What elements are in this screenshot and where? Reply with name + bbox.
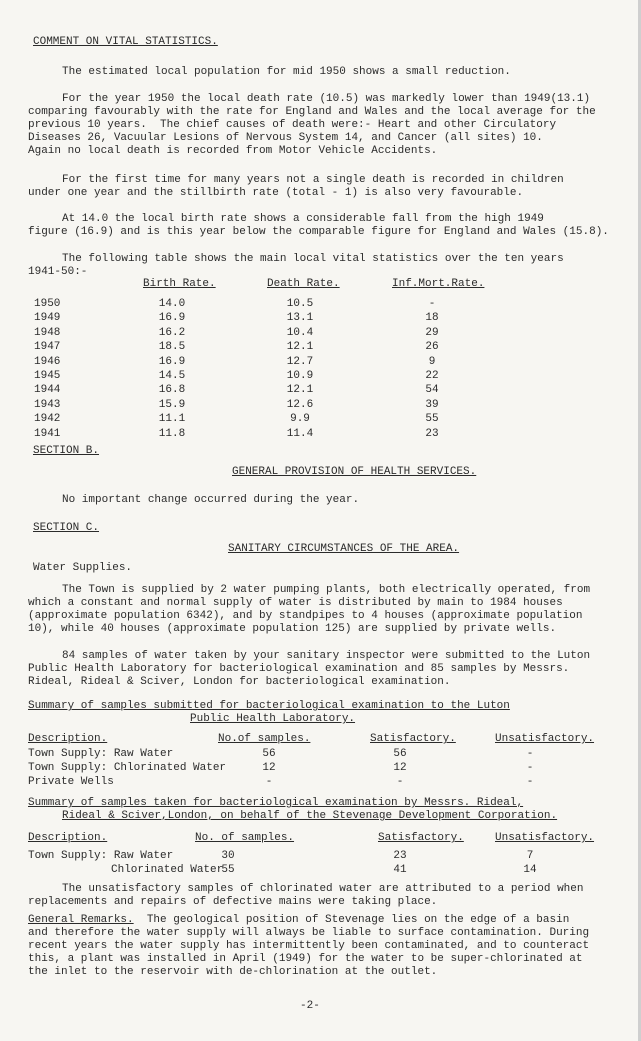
summary2-samples-cell: 30 <box>221 850 235 862</box>
vital-death-cell: 10.5 <box>286 298 314 310</box>
summary1-header-samples: No.of samples. <box>218 733 311 745</box>
page-number: -2- <box>300 1000 320 1012</box>
vital-birth-cell: 14.5 <box>158 370 186 382</box>
summary1-title-line1: Summary of samples submitted for bacteriological examination to the Luton <box>28 700 510 712</box>
summary1-satisfactory-cell: 12 <box>393 762 407 774</box>
summary1-unsatisfactory-cell: - <box>526 762 534 774</box>
vital-header-infant: Inf.Mort.Rate. <box>392 278 485 290</box>
summary1-description-cell: Town Supply: Raw Water <box>28 748 174 760</box>
summary2-description-cell: Chlorinated Water <box>111 864 224 876</box>
vital-year-cell: 1950 <box>34 298 61 310</box>
summary1-samples-cell: 56 <box>262 748 276 760</box>
section-b-title: GENERAL PROVISION OF HEALTH SERVICES. <box>232 466 477 478</box>
paragraph-water-supply-text: The Town is supplied by 2 water pumping plants, both electrically operated, from which a constant and normal supply of water is distributed by main to 1984 houses (approximate population 6342), and by standpipes to 4 houses (approximate population 10), while 40 houses (approximate population 125) are supplied by private wells. <box>28 584 591 635</box>
vital-birth-cell: 16.9 <box>158 312 186 325</box>
summary2-unsatisfactory-cell: 14 <box>523 864 537 876</box>
section-c-label: SECTION C. <box>33 522 100 534</box>
vital-birth-cell: 14.0 <box>158 298 186 310</box>
vital-birth-cell: 16.2 <box>158 326 186 339</box>
summary1-unsatisfactory-cell: - <box>526 776 534 788</box>
paragraph-population: The estimated local population for mid 1950 shows a small reduction. <box>62 66 511 78</box>
vital-death-cell: 10.4 <box>286 326 314 339</box>
vital-year-cell: 1949 <box>34 312 61 325</box>
general-remarks-text: The geological position of Stevenage lies on the edge of a basin and therefore the water supply will always be liable to surface contamination. During recent years the water supply has intermittently been contaminated, and to counteract this, a plant was installed in April (1949) for the water to be super-chlorinated at the inlet to the reservoir with de-chlorination at the outlet. <box>28 914 590 978</box>
summary1-unsatisfactory-cell: - <box>526 748 534 760</box>
summary1-samples-cell: - <box>265 776 273 788</box>
summary1-description-cell: Private Wells <box>28 776 114 788</box>
summary1-satisfactory-cell: - <box>396 776 404 788</box>
vital-infant-cell: 54 <box>425 384 439 397</box>
vital-death-cell: 12.6 <box>286 398 314 411</box>
summary2-samples-cell: 55 <box>221 864 235 876</box>
vital-death-cell: 10.9 <box>286 370 314 382</box>
vital-year-cell: 1947 <box>34 341 61 354</box>
summary2-unsatisfactory-cell: 7 <box>526 850 534 862</box>
summary2-satisfactory-cell: 23 <box>393 850 407 862</box>
section-b-text: No important change occurred during the year. <box>62 494 360 506</box>
paragraph-table-intro-text: The following table shows the main local vital statistics over the ten years 1941-50:- <box>28 253 564 278</box>
vital-death-cell: 13.1 <box>286 312 314 325</box>
vital-header-birth: Birth Rate. <box>143 278 216 290</box>
vital-infant-cell: 39 <box>425 398 439 411</box>
vital-infant-cell: - <box>428 298 436 310</box>
summary2-satisfactory-cell: 41 <box>393 864 407 876</box>
vital-infant-cell: 55 <box>425 413 439 426</box>
summary2-header-unsatisfactory: Unsatisfactory. <box>495 832 595 844</box>
paragraph-unsatisfactory <box>28 883 618 909</box>
vital-birth-cell: 16.9 <box>158 355 186 368</box>
vital-death-cell: 12.1 <box>286 384 314 397</box>
water-supplies-heading: Water Supplies. <box>33 562 133 574</box>
vital-birth-cell: 16.8 <box>158 384 186 397</box>
paragraph-infant-deaths-text: For the first time for many years not a single death is recorded in children under one year and the stillbirth rate (total - 1) is also very favourable. <box>28 174 564 199</box>
summary1-samples-cell: 12 <box>262 762 276 774</box>
vital-death-cell: 12.7 <box>286 355 314 368</box>
vital-infant-cell: 26 <box>425 341 439 354</box>
summary1-header-satisfactory: Satisfactory. <box>370 733 456 745</box>
vital-year-cell: 1942 <box>34 413 61 426</box>
vital-header-death: Death Rate. <box>267 278 340 290</box>
vital-birth-cell: 18.5 <box>158 341 186 354</box>
vital-infant-cell: 22 <box>425 370 439 382</box>
section-b-label: SECTION B. <box>33 445 100 457</box>
vital-birth-cell: 11.8 <box>158 427 186 440</box>
paragraph-death-rate <box>28 93 618 158</box>
vital-death-cell: 12.1 <box>286 341 314 354</box>
summary2-header-satisfactory: Satisfactory. <box>378 832 464 844</box>
paragraph-birth-rate-text: At 14.0 the local birth rate shows a considerable fall from the high 1949 figure (16.9) and is this year below the comparable figure for England and Wales (15.8). <box>28 213 609 238</box>
vital-year-cell: 1943 <box>34 398 61 411</box>
vital-infant-cell: 9 <box>428 355 436 368</box>
vital-birth-cell: 11.1 <box>158 413 186 426</box>
vital-birth-cell: 15.9 <box>158 398 186 411</box>
paragraph-samples-text: 84 samples of water taken by your sanitary inspector were submitted to the Luton Public Health Laboratory for bacteriological examination and 85 samples by Messrs. Rideal, Rideal & Sciver, London for bacteriological examination. <box>28 650 591 688</box>
paragraph-water-supply <box>28 584 618 636</box>
vital-year-cell: 1945 <box>34 370 61 382</box>
vital-infant-cell: 18 <box>425 312 439 325</box>
summary1-description-cell: Town Supply: Chlorinated Water <box>28 762 227 774</box>
summary2-header-description: Description. <box>28 832 108 844</box>
summary2-description-cell: Town Supply: Raw Water <box>28 850 174 862</box>
vital-year-cell: 1948 <box>34 326 61 339</box>
summary2-title-line2: Rideal & Sciver,London, on behalf of the Stevenage Development Corporation. <box>62 810 558 822</box>
paragraph-table-intro <box>28 253 618 279</box>
summary1-header-unsatisfactory: Unsatisfactory. <box>495 733 595 745</box>
section-c-title: SANITARY CIRCUMSTANCES OF THE AREA. <box>228 543 460 555</box>
summary1-header-description: Description. <box>28 733 108 745</box>
paragraph-infant-deaths <box>28 174 618 200</box>
paragraph-death-rate-text: For the year 1950 the local death rate (10.5) was markedly lower than 1949(13.1) comparing favourably with the rate for England and Wales and the local average for the previous 10 years. The chief causes of death were:- Heart and other Circulatory Diseases 26, Vacuular Lesions of Nervous System 14, and Cancer (all sites) 10. Again no local death is recorded from Motor Vehicle Accidents. <box>28 93 596 157</box>
paragraph-birth-rate <box>28 213 618 239</box>
page-heading: COMMENT ON VITAL STATISTICS. <box>33 36 218 48</box>
summary2-title-line1: Summary of samples taken for bacteriological examination by Messrs. Rideal, <box>28 797 524 809</box>
paragraph-unsatisfactory-text: The unsatisfactory samples of chlorinated water are attributed to a period when replacements and repairs of defective mains were taking place. <box>28 883 584 908</box>
vital-year-cell: 1941 <box>34 427 61 440</box>
summary1-title-line2: Public Health Laboratory. <box>190 713 356 725</box>
vital-year-cell: 1946 <box>34 355 61 368</box>
vital-year-cell: 1944 <box>34 384 61 397</box>
vital-death-cell: 9.9 <box>290 413 310 426</box>
vital-infant-cell: 23 <box>425 427 439 440</box>
general-remarks-label: General Remarks. <box>28 914 134 926</box>
vital-infant-cell: 29 <box>425 326 439 339</box>
vital-death-cell: 11.4 <box>286 427 314 440</box>
paragraph-general-remarks <box>28 914 618 979</box>
summary1-satisfactory-cell: 56 <box>393 748 407 760</box>
summary2-header-samples: No. of samples. <box>195 832 295 844</box>
paragraph-samples <box>28 650 618 689</box>
